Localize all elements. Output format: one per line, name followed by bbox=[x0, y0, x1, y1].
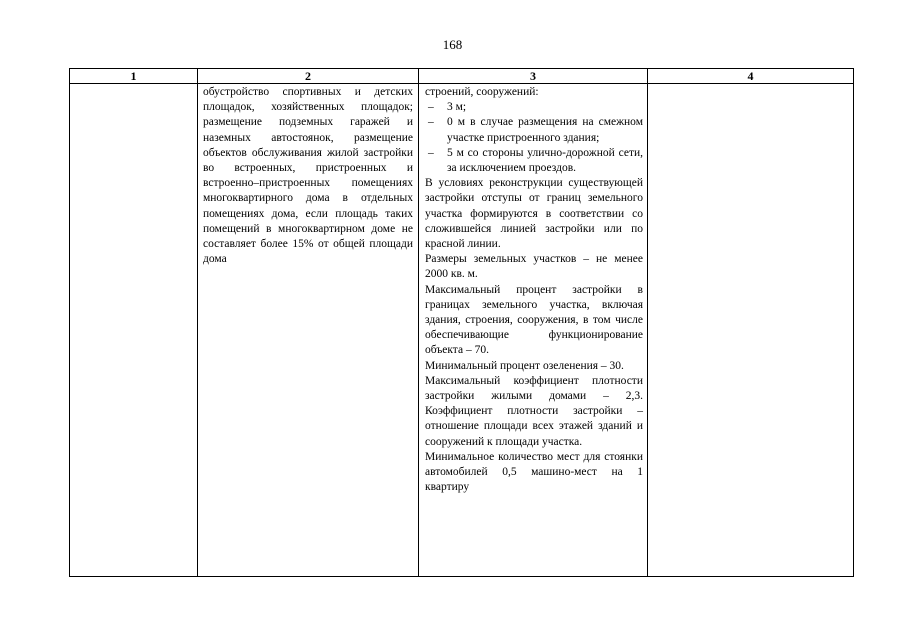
paragraph-parking: Минимальное количество мест для стоянки автомобилей 0,5 машино-мест на 1 квартиру bbox=[425, 450, 643, 494]
col3-intro: строений, сооружений: bbox=[425, 86, 539, 98]
column-number-3: 3 bbox=[530, 69, 536, 83]
paragraph-plot-size: Размеры земельных участков – не менее 2000 кв. м. bbox=[425, 253, 643, 281]
list-item bbox=[425, 115, 643, 145]
paragraph-min-greening: Минимальный процент озеленения – 30. bbox=[425, 359, 624, 372]
column-number-4: 4 bbox=[747, 69, 754, 83]
column-divider bbox=[197, 69, 198, 576]
cell-col3 bbox=[425, 85, 643, 495]
paragraph-max-build-percent: Максимальный процент застройки в границах земельного участка, включая здания, строения, сооружения, в том числе обеспечивающие функционирование объекта – 70. bbox=[425, 283, 643, 357]
list-item bbox=[425, 100, 643, 115]
list-item-text: 5 м со стороны улично-дорожной сети, за исключением проездов. bbox=[447, 146, 643, 175]
cell-col2-text: обустройство спортивных и детских площадок, хозяйственных площадок; размещение подземных гаражей и наземных автостоянок, размещение объектов обслуживания жилой застройки во встроенных, пристроенных и встроенно–пристроенных помещениях многоквартирного дома в отдельных помещениях дома, если площадь таких помещений в многоквартирном доме не составляет более 15% от общей площади дома bbox=[203, 86, 413, 266]
dash-bullet: – bbox=[428, 146, 434, 159]
list-item-text: 0 м в случае размещения на смежном участке пристроенного здания; bbox=[447, 116, 643, 144]
column-number-2: 2 bbox=[305, 69, 311, 83]
regulation-table bbox=[69, 68, 854, 577]
column-number-1: 1 bbox=[130, 69, 137, 83]
column-divider bbox=[647, 69, 648, 576]
list-item-text: 3 м; bbox=[447, 101, 467, 114]
paragraph-max-density-coeff: Максимальный коэффициент плотности застройки жилыми домами – 2,3. bbox=[425, 374, 643, 403]
dash-bullet: – bbox=[428, 116, 434, 129]
header-divider bbox=[70, 83, 853, 84]
paragraph-density-definition: Коэффициент плотности застройки – отношение площади всех этажей зданий и сооружений к площади участка. bbox=[425, 405, 643, 448]
paragraph-reconstruction: В условиях реконструкции существующей застройки отступы от границ земельного участка формируются в соответствии со сложившейся линией застройки или по красной линии. bbox=[425, 177, 643, 251]
list-item bbox=[425, 146, 643, 176]
column-divider bbox=[418, 69, 419, 576]
page-number: 168 bbox=[442, 37, 463, 52]
dash-bullet: – bbox=[428, 101, 434, 114]
